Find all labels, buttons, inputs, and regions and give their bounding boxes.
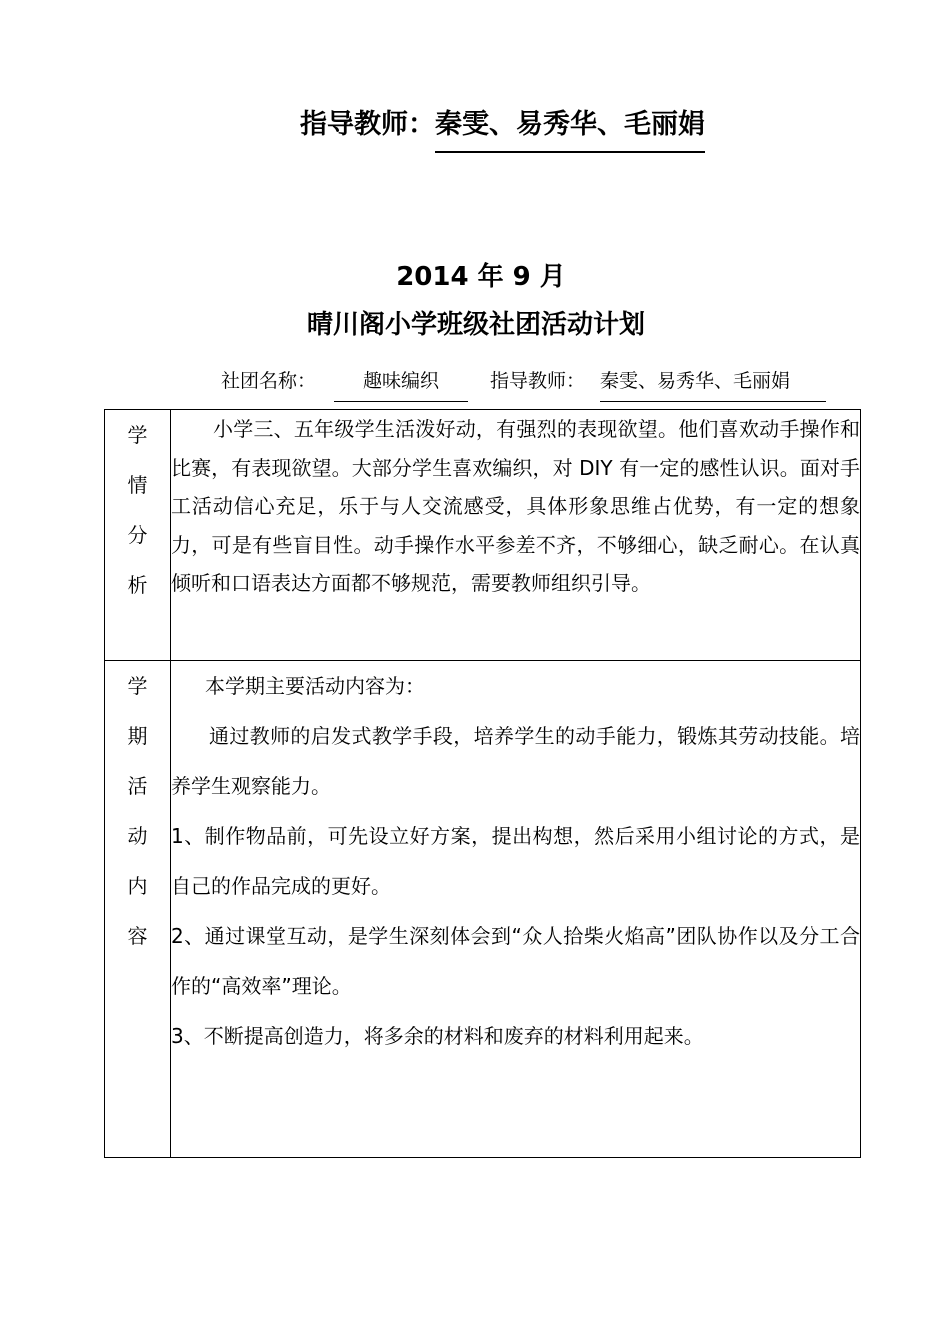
header-char: 期 bbox=[127, 724, 148, 748]
header-char: 学 bbox=[127, 674, 148, 698]
header-char: 情 bbox=[127, 473, 148, 497]
header-char: 活 bbox=[127, 774, 148, 798]
header-char: 分 bbox=[127, 523, 148, 547]
activity-content-cell bbox=[171, 661, 861, 1158]
teacher-value: 秦雯、易秀华、毛丽娟 bbox=[600, 366, 826, 402]
teacher-label: 指导教师： bbox=[490, 370, 586, 392]
activity-intro: 本学期主要活动内容为： bbox=[205, 674, 425, 698]
activity-content-header bbox=[105, 661, 171, 1158]
table-row bbox=[105, 410, 861, 661]
activity-item-3: 3、不断提高创造力，将多余的材料和废弃的材料利用起来。 bbox=[171, 1024, 704, 1048]
header-char: 容 bbox=[127, 924, 148, 948]
top-instructor-label: 指导教师： bbox=[300, 109, 435, 140]
club-name-label: 社团名称： bbox=[221, 370, 317, 392]
student-analysis-cell bbox=[171, 410, 861, 661]
header-char: 动 bbox=[127, 824, 148, 848]
page-title: 晴川阁小学班级社团活动计划 bbox=[306, 310, 645, 340]
activity-item-1: 1、制作物品前，可先设立好方案，提出构想，然后采用小组讨论的方式，是自己的作品完成的更好。 bbox=[171, 824, 860, 898]
header-char: 析 bbox=[127, 573, 148, 597]
top-instructor-line bbox=[300, 102, 705, 153]
activity-paragraph: 通过教师的启发式教学手段，培养学生的动手能力，锻炼其劳动技能。培养学生观察能力。 bbox=[171, 724, 860, 798]
header-char: 内 bbox=[127, 874, 148, 898]
top-instructor-names: 秦雯、易秀华、毛丽娟 bbox=[435, 102, 705, 153]
header-char: 学 bbox=[127, 423, 148, 447]
plan-date: 2014 年 9 月 bbox=[396, 262, 566, 292]
student-analysis-text: 小学三、五年级学生活泼好动，有强烈的表现欲望。他们喜欢动手操作和比赛，有表现欲望。大部分学生喜欢编织，对 DIY 有一定的感性认识。面对手工活动信心充足，乐于与人交流感受，具体形象思维占优势，有一定的想象力，可是有些盲目性。动手操作水平参差不齐，不够细心，缺乏耐心。在认真倾听和口语表达方面都不够规范，需要教师组织引导。 bbox=[171, 417, 860, 595]
table-row bbox=[105, 661, 861, 1158]
student-analysis-header bbox=[105, 410, 171, 661]
club-name-value: 趣味编织 bbox=[334, 366, 468, 402]
plan-table bbox=[104, 409, 861, 1158]
activity-item-2: 2、通过课堂互动，是学生深刻体会到“众人拾柴火焰高”团队协作以及分工合作的“高效率”理论。 bbox=[171, 924, 860, 998]
